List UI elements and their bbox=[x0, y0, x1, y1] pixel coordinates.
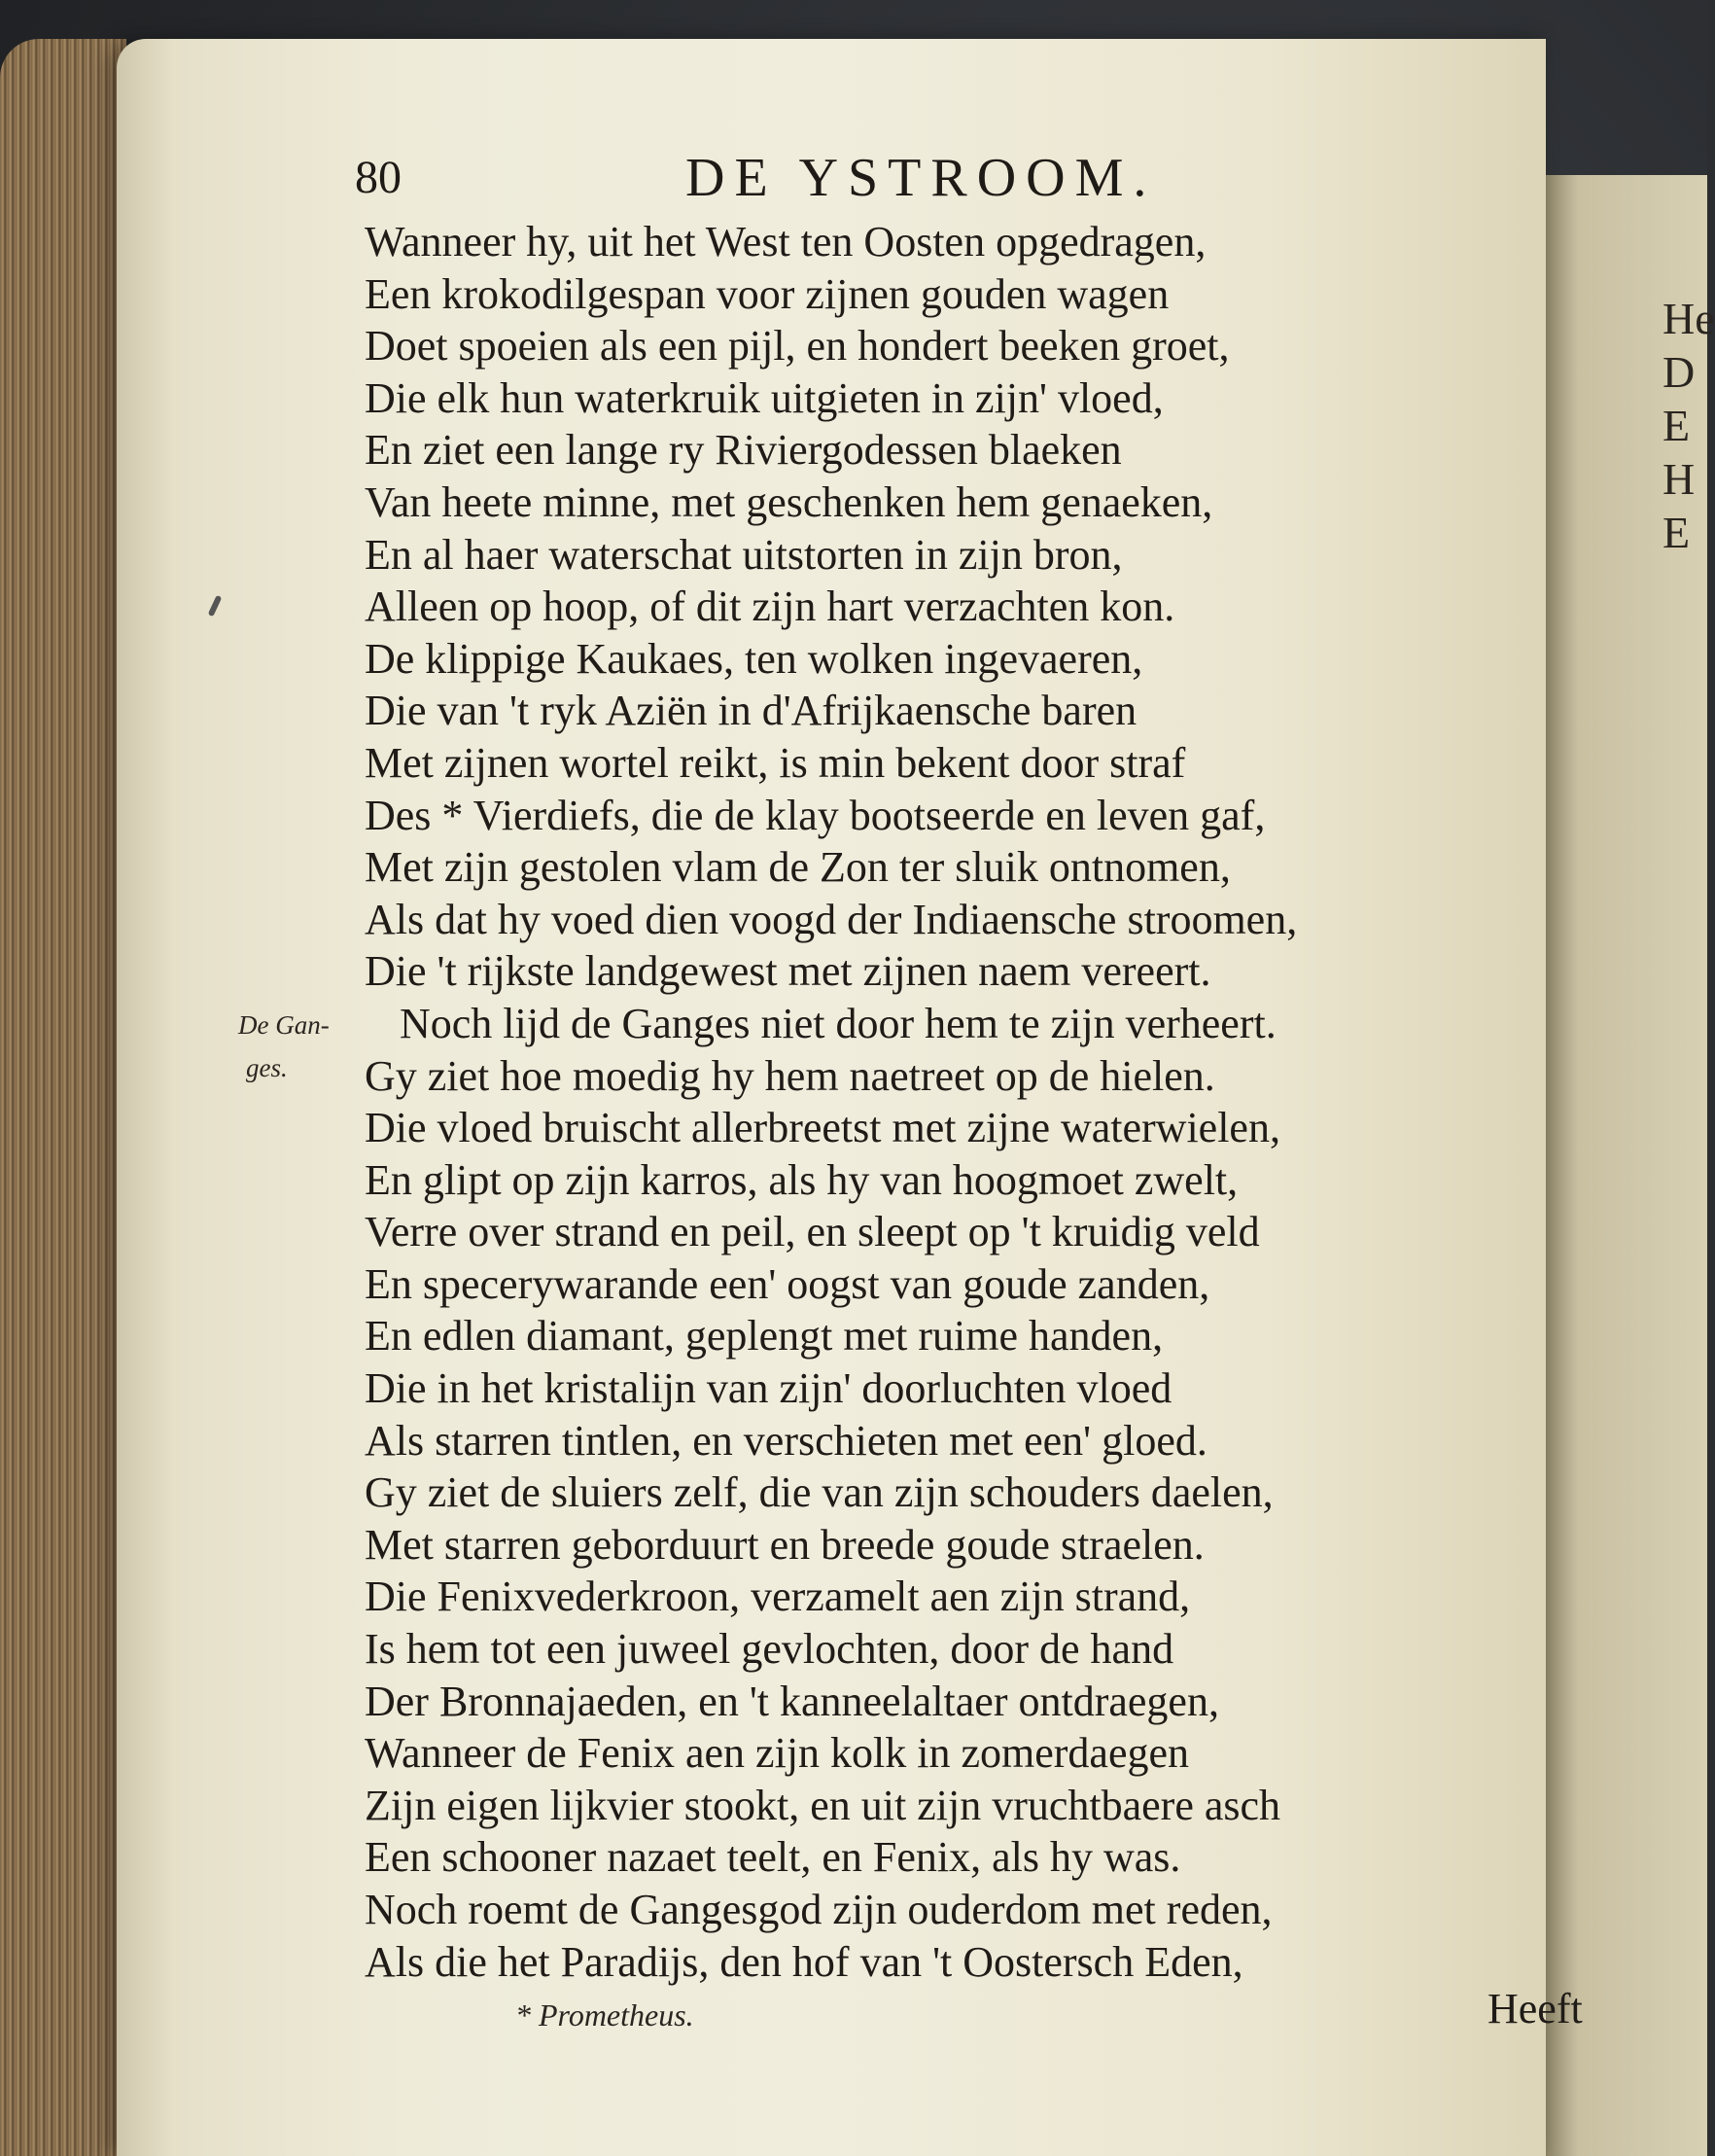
verse-line: Een krokodilgespan voor zijnen gouden wagen bbox=[365, 269, 1170, 318]
facing-page-text bbox=[1662, 292, 1715, 559]
facing-letter: E bbox=[1662, 508, 1691, 557]
verse-line: Gy ziet de sluiers zelf, die van zijn schouders daelen, bbox=[365, 1468, 1274, 1517]
verse-line: Verre over strand en peil, en sleept op 't kruidig veld bbox=[365, 1208, 1260, 1256]
facing-letter: He bbox=[1662, 294, 1715, 343]
facing-letter: E bbox=[1662, 401, 1691, 450]
verse-line: Wanneer hy, uit het West ten Oosten opgedragen, bbox=[365, 218, 1207, 265]
verse-line: Gy ziet hoe moedig hy hem naetreet op de hielen. bbox=[365, 1051, 1215, 1100]
verse-line: En specerywarande een' oogst van goude zanden, bbox=[365, 1259, 1210, 1308]
verse-line: Noch lijd de Ganges niet door hem te zijn verheert. bbox=[400, 999, 1277, 1047]
verse-line: Met zijnen wortel reikt, is min bekent door straf bbox=[365, 738, 1186, 787]
verse-line: Een schooner nazaet teelt, en Fenix, als hy was. bbox=[365, 1833, 1181, 1882]
facing-letter: D bbox=[1662, 347, 1696, 397]
verse-line: Zijn eigen lijkvier stookt, en uit zijn vruchtbaere asch bbox=[365, 1781, 1281, 1829]
verse-line: Die in het kristalijn van zijn' doorluchten vloed bbox=[365, 1364, 1172, 1413]
verse-line: Is hem tot een juweel gevlochten, door de hand bbox=[365, 1625, 1174, 1674]
verse-line: En al haer waterschat uitstorten in zijn bron, bbox=[365, 530, 1123, 579]
verse-line: Wanneer de Fenix aen zijn kolk in zomerdaegen bbox=[365, 1729, 1190, 1778]
footnote: * Prometheus. bbox=[515, 1997, 694, 2032]
margin-note-line: ges. bbox=[246, 1053, 288, 1082]
facing-letter: H bbox=[1662, 454, 1696, 504]
verse-line: Die elk hun waterkruik uitgieten in zijn' vloed, bbox=[365, 373, 1164, 422]
verse-line: Als dat hy voed dien voogd der Indiaensche stroomen, bbox=[365, 895, 1298, 943]
verse-line: Die 't rijkste landgewest met zijnen naem vereert. bbox=[365, 947, 1211, 996]
margin-note bbox=[238, 1004, 330, 1089]
verse-line: En glipt op zijn karros, als hy van hoogmoet zwelt, bbox=[365, 1155, 1239, 1204]
verse-line: Die Fenixvederkroon, verzamelt aen zijn strand, bbox=[365, 1573, 1191, 1621]
verse-line: Als starren tintlen, en verschieten met een' gloed. bbox=[365, 1416, 1208, 1465]
verse-line: Des * Vierdiefs, die de klay bootseerde en leven gaf, bbox=[365, 791, 1266, 839]
verse-line: Alleen op hoop, of dit zijn hart verzachten kon. bbox=[365, 583, 1175, 631]
verse-line: Die van 't ryk Aziën in d'Afrijkaensche baren bbox=[365, 687, 1138, 735]
page-number: 80 bbox=[355, 152, 402, 203]
margin-note-line: De Gan- bbox=[238, 1010, 330, 1040]
verse-line: Doet spoeien als een pijl, en hondert beeken groet, bbox=[365, 322, 1230, 371]
verse-line: Der Bronnajaeden, en 't kanneelaltaer ontdraegen, bbox=[365, 1677, 1219, 1725]
verse-line: Met starren geborduurt en breede goude straelen. bbox=[365, 1520, 1205, 1569]
verse-text bbox=[365, 216, 1473, 1988]
verse-line: Noch roemt de Gangesgod zijn ouderdom met reden, bbox=[365, 1886, 1273, 1933]
verse-line: Die vloed bruischt allerbreetst met zijne waterwielen, bbox=[365, 1104, 1280, 1152]
verse-line: Als die het Paradijs, den hof van 't Oostersch Eden, bbox=[365, 1937, 1243, 1986]
catchword: Heeft bbox=[1488, 1985, 1583, 2032]
book-page-edges bbox=[0, 39, 126, 2156]
verse-line: Van heete minne, met geschenken hem genaeken, bbox=[365, 477, 1213, 526]
running-head: DE YSTROOM. bbox=[685, 148, 1157, 208]
verse-line: En ziet een lange ry Riviergodessen blaeken bbox=[365, 426, 1122, 475]
page-header bbox=[355, 148, 1288, 219]
verse-line: Met zijn gestolen vlam de Zon ter sluik ontnomen, bbox=[365, 843, 1231, 892]
verse-line: De klippige Kaukaes, ten wolken ingevaeren, bbox=[365, 634, 1143, 683]
verse-line: En edlen diamant, geplengt met ruime handen, bbox=[365, 1312, 1164, 1361]
